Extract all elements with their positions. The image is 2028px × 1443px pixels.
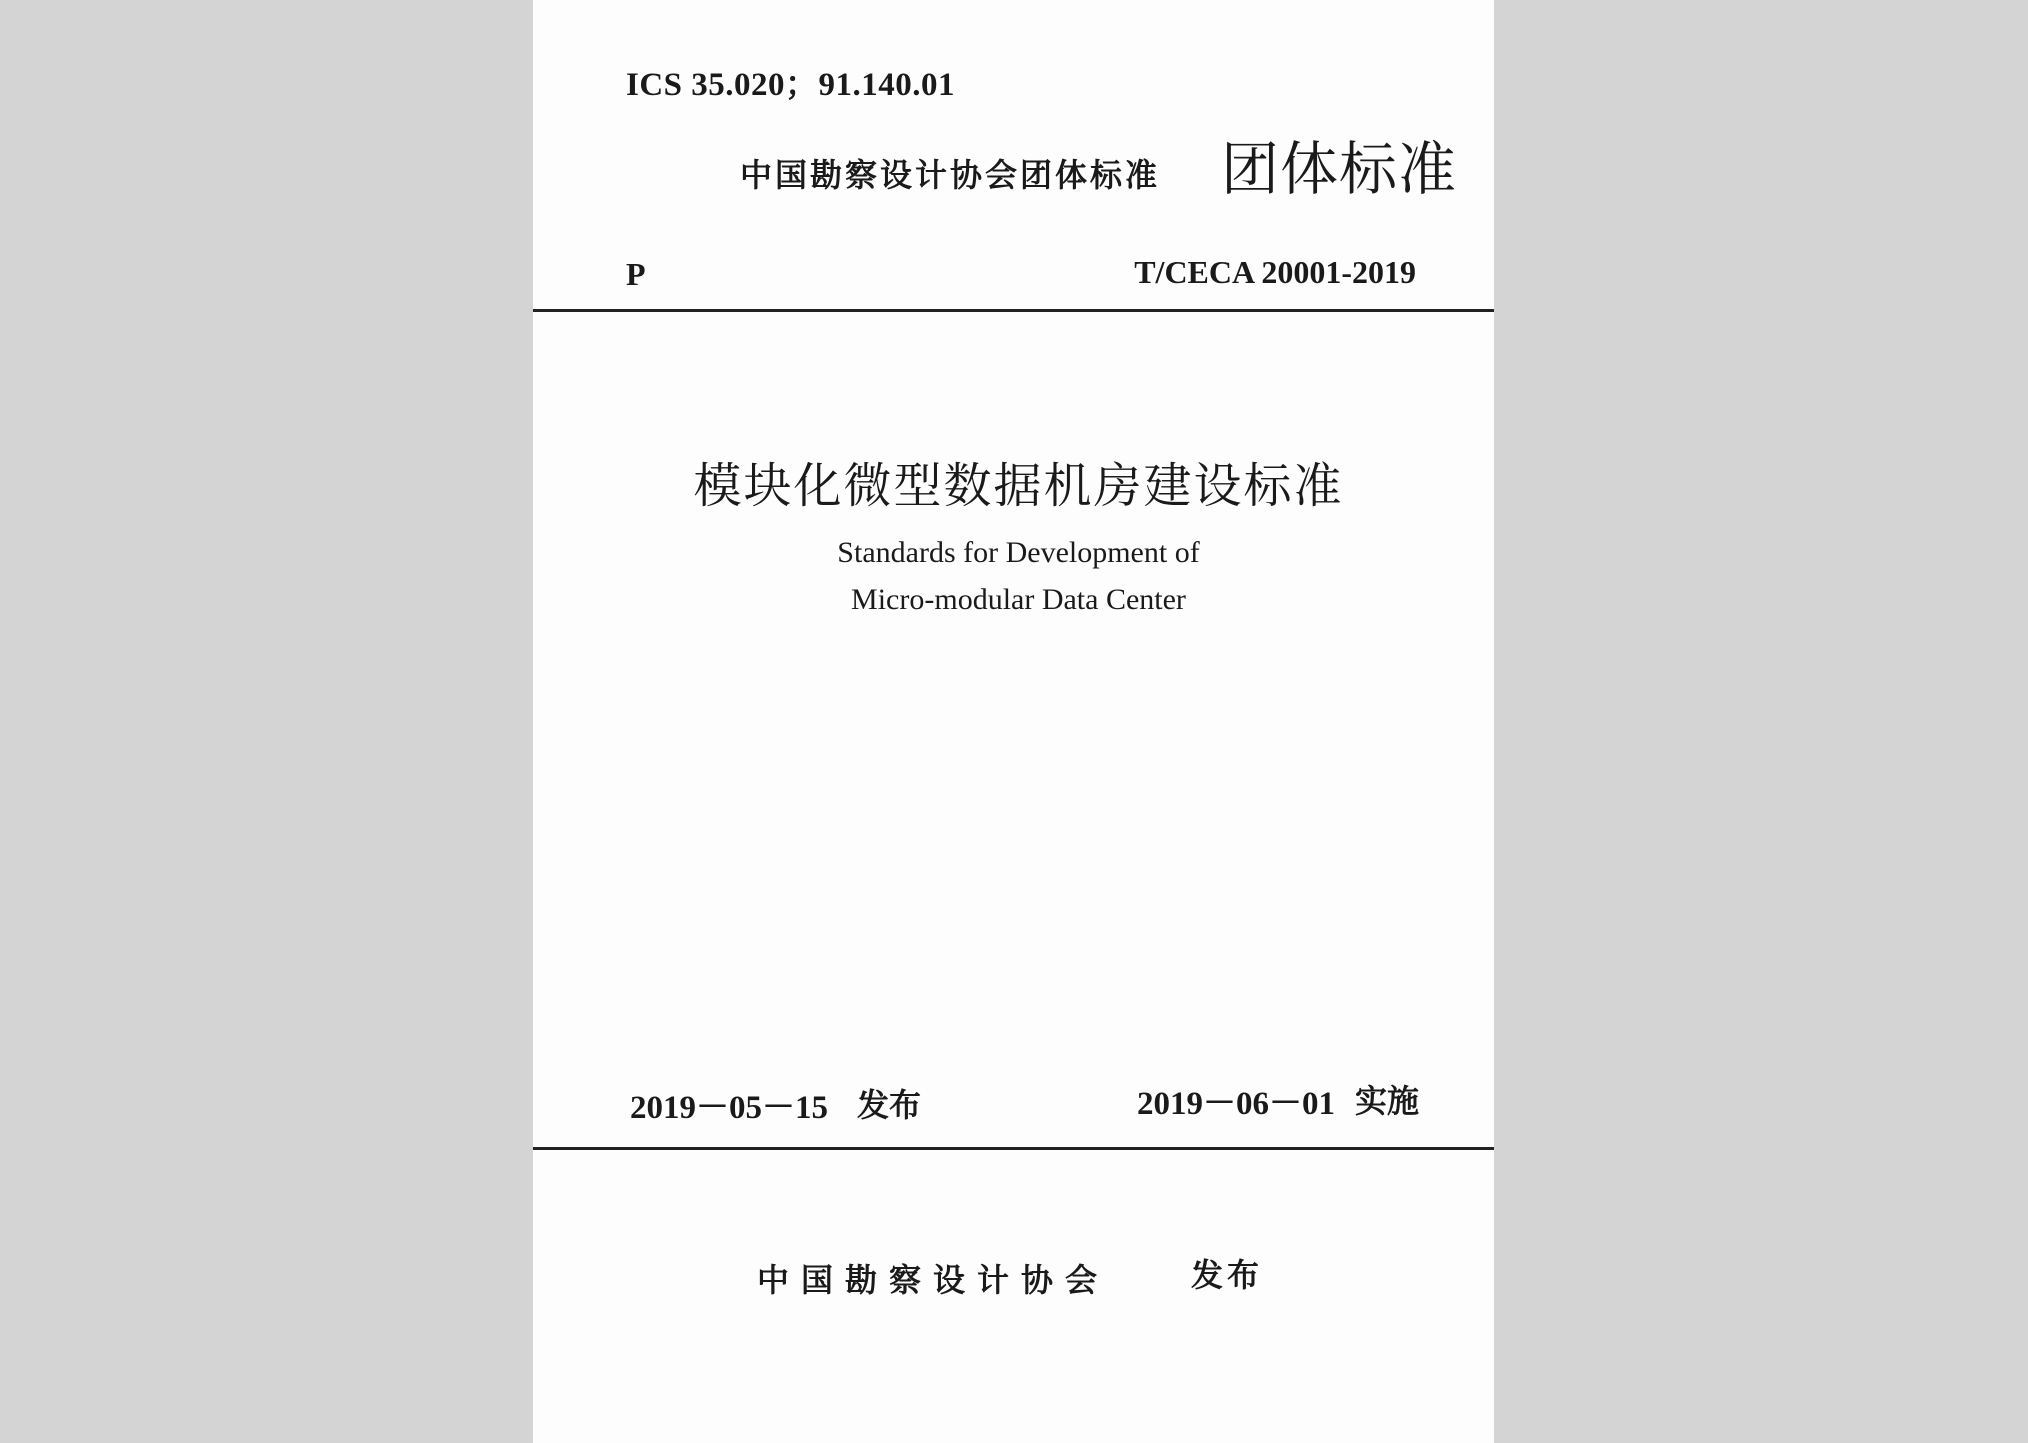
- standard-type-heading: 团体标准: [1221, 135, 1458, 203]
- standard-number: T/CECA 20001-2019: [1134, 254, 1416, 290]
- organization-standard-label: 中国勘察设计协会团体标准: [740, 156, 1161, 194]
- document-title-english-line1: Standards for Development of: [837, 536, 1200, 569]
- implementation-label: 实施: [1355, 1082, 1420, 1120]
- publish-label: 发布: [857, 1086, 922, 1124]
- publisher-name: 中国勘察设计协会: [757, 1261, 1110, 1299]
- top-divider: [533, 309, 1494, 312]
- document-title-english-line2: Micro-modular Data Center: [851, 583, 1186, 616]
- bottom-divider: [533, 1147, 1494, 1150]
- document-title-chinese: 模块化微型数据机房建设标准: [693, 458, 1344, 514]
- document-page: [533, 0, 1494, 1443]
- publisher-label: 发布: [1191, 1256, 1264, 1294]
- implementation-date: 2019－06－01: [1137, 1086, 1335, 1122]
- publish-date: 2019－05－15: [630, 1090, 828, 1126]
- ics-code: ICS 35.020；91.140.01: [626, 67, 956, 103]
- classification-code: P: [626, 256, 646, 292]
